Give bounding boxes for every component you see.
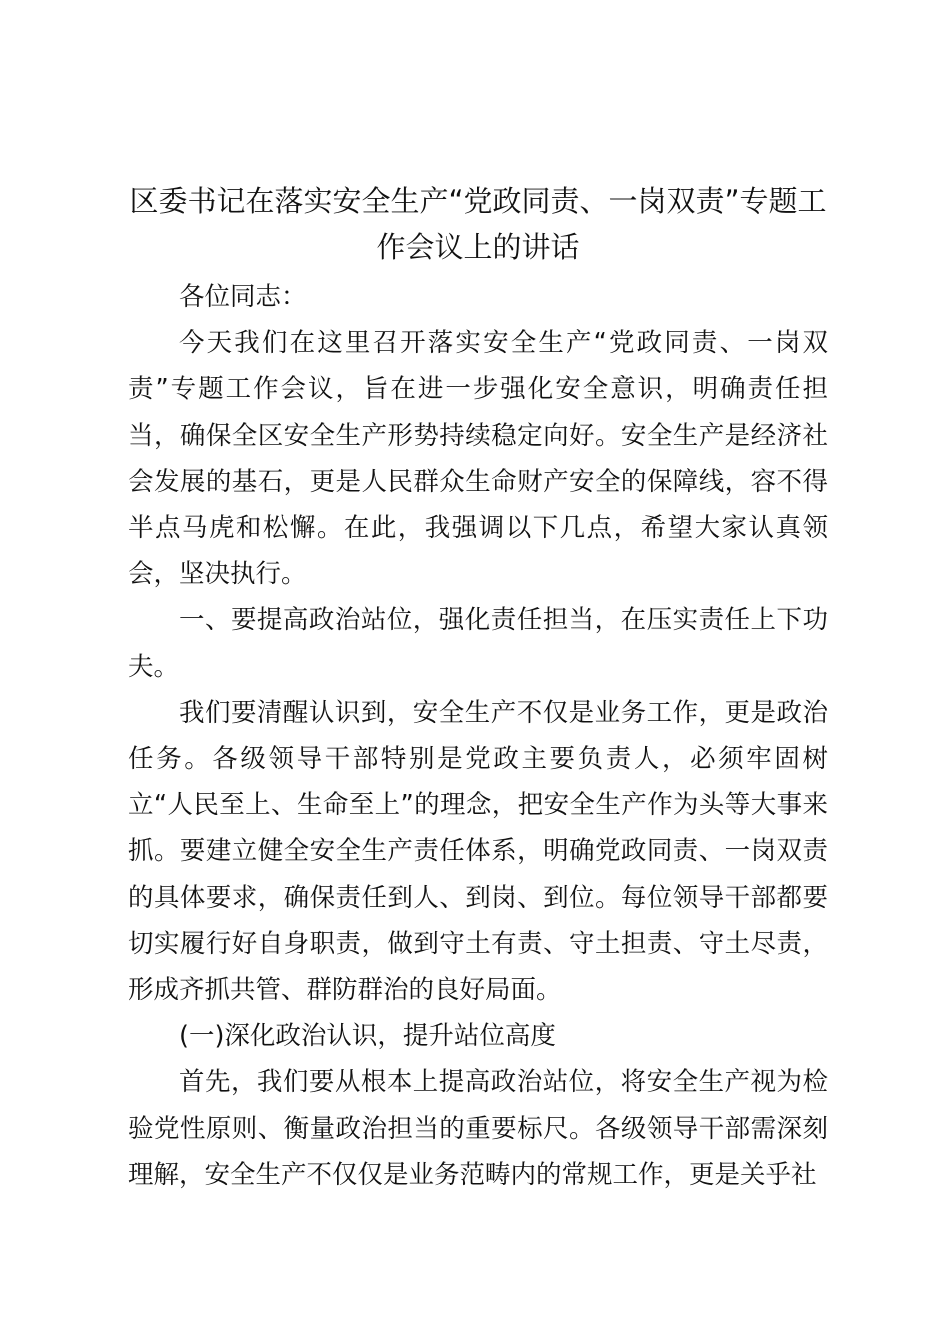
- salutation: 各位同志：: [179, 282, 307, 312]
- subsection-heading-1: (一)深化政治认识，提升站位高度: [179, 1021, 556, 1052]
- paragraph-intro: 今天我们在这里召开落实安全生产“党政同责、一岗双责”专题工作会议，旨在进一步强化安全意识，明确责任担当，确保全区安全生产形势持续稳定向好。安全生产是经济社会发展的基石，更是人民群众生命财产安全的保障线，容不得半点马虎和松懈。在此，我强调以下几点，希望大家认真领会，坚决执行。: [128, 328, 828, 590]
- section-heading-1: 一、要提高政治站位，强化责任担当，在压实责任上下功夫。: [128, 605, 828, 682]
- paragraph-section-1: 我们要清醒认识到，安全生产不仅是业务工作，更是政治任务。各级领导干部特别是党政主要负责人，必须牢固树立“人民至上、生命至上”的理念，把安全生产作为头等大事来抓。要建立健全安全生产责任体系，明确党政同责、一岗双责的具体要求，确保责任到人、到岗、到位。每位领导干部都要切实履行好自身职责，做到守土有责、守土担责、守土尽责，形成齐抓共管、群防群治的良好局面。: [128, 697, 828, 1006]
- paragraph-subsection-1: 首先，我们要从根本上提高政治站位，将安全生产视为检验党性原则、衡量政治担当的重要标尺。各级领导干部需深刻理解，安全生产不仅仅是业务范畴内的常规工作，更是关乎社: [128, 1067, 828, 1190]
- document-body: [128, 274, 828, 1198]
- document-title: 区委书记在落实安全生产“党政同责、一岗双责”专题工作会议上的讲话: [129, 184, 827, 264]
